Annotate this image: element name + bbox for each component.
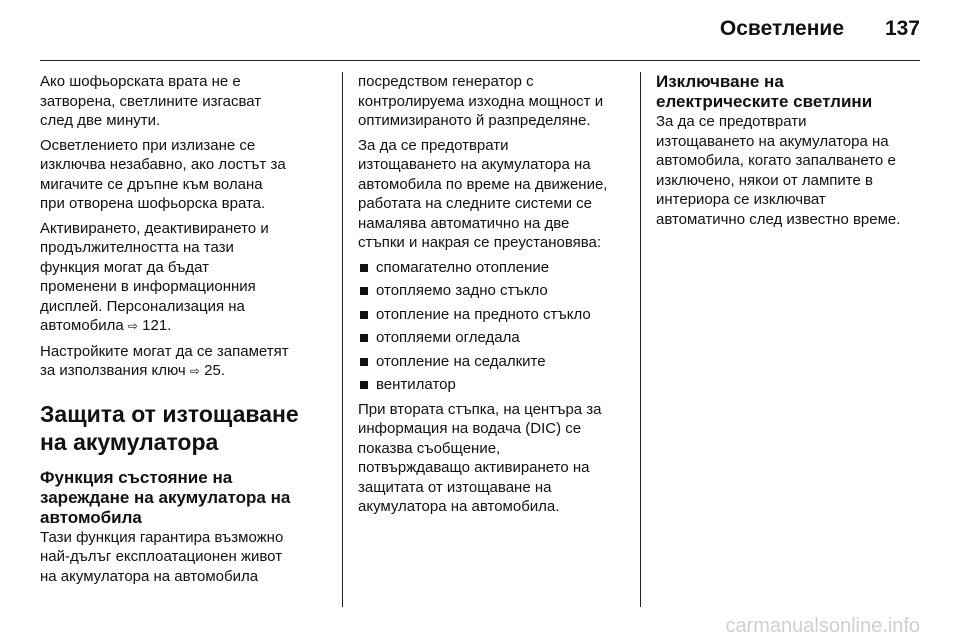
text-line: При втората стъпка, на центъра за bbox=[358, 400, 602, 418]
paragraph-load-reduction bbox=[358, 136, 628, 253]
text-line: автомобила, когато запалването е bbox=[656, 152, 896, 169]
systems-list bbox=[358, 258, 628, 395]
subsection-heading-charge-state bbox=[40, 468, 330, 528]
header-rule bbox=[40, 60, 920, 61]
text-line: дисплей. Персонализация на bbox=[40, 297, 245, 315]
list-item-label: вентилатор bbox=[376, 376, 456, 393]
text-line: на акумулатора на автомобила bbox=[40, 567, 259, 585]
square-bullet-icon bbox=[360, 311, 368, 319]
page-ref-arrow-icon: ⇨ bbox=[127, 319, 138, 333]
list-item-label: спомагателно отопление bbox=[376, 258, 550, 276]
paragraph-generator bbox=[358, 72, 628, 131]
list-item bbox=[358, 375, 628, 395]
text-line: продължителността на тази bbox=[40, 239, 234, 256]
heading-line: зареждане на акумулатора на bbox=[40, 487, 291, 507]
heading-line: на акумулатора bbox=[40, 428, 219, 455]
paragraph-courtesy-light-door bbox=[40, 72, 330, 131]
text-line: изключва незабавно, ако лостът за bbox=[40, 156, 286, 173]
text-fragment: автомобила bbox=[40, 317, 124, 334]
list-item bbox=[358, 258, 628, 278]
page-header-title: Осветление bbox=[719, 17, 844, 40]
text-line: посредством генератор с bbox=[358, 73, 534, 90]
text-line: защитата от изтощаване на bbox=[358, 478, 552, 496]
paragraph-personalization bbox=[40, 219, 330, 337]
text-line: функция могат да бъдат bbox=[40, 258, 209, 276]
text-line: Настройките могат да се запаметят bbox=[40, 342, 289, 360]
text-line: оптимизираното й разпределяне. bbox=[358, 112, 591, 129]
subsection-heading-lights-off bbox=[656, 72, 926, 112]
text-line: Тази функция гарантира възможно bbox=[40, 528, 284, 546]
text-line: потвърждаващо активирането на bbox=[358, 459, 590, 476]
page-reference-link[interactable]: 25. bbox=[204, 362, 225, 379]
column-3 bbox=[656, 72, 926, 234]
text-line-with-ref bbox=[40, 361, 330, 382]
paragraph-key-memory bbox=[40, 342, 330, 382]
list-item-label: отопление на предното стъкло bbox=[376, 305, 591, 323]
text-line: акумулатора на автомобила. bbox=[358, 498, 560, 515]
text-fragment: за използвания ключ bbox=[40, 362, 186, 379]
column-divider-2 bbox=[640, 72, 641, 607]
text-line: информация на водача (DIC) се bbox=[358, 420, 582, 437]
square-bullet-icon bbox=[360, 358, 368, 366]
text-line: автомобила по време на движение, bbox=[358, 175, 608, 193]
heading-line: електрическите светлини bbox=[656, 92, 873, 111]
text-line: показва съобщение, bbox=[358, 439, 501, 457]
square-bullet-icon bbox=[360, 381, 368, 389]
square-bullet-icon bbox=[360, 264, 368, 272]
square-bullet-icon bbox=[360, 334, 368, 342]
column-1 bbox=[40, 72, 330, 591]
text-line: променени в информационния bbox=[40, 278, 256, 295]
text-line: затворена, светлините изгасват bbox=[40, 92, 262, 110]
text-line: Осветлението при излизане се bbox=[40, 136, 256, 154]
list-item bbox=[358, 281, 628, 301]
text-line: За да се предотврати bbox=[358, 136, 509, 154]
square-bullet-icon bbox=[360, 287, 368, 295]
heading-line: автомобила bbox=[40, 507, 142, 527]
text-line: Ако шофьорската врата не е bbox=[40, 73, 241, 90]
list-item-label: отопляеми огледала bbox=[376, 329, 520, 346]
heading-line: Изключване на bbox=[656, 72, 784, 91]
text-line: изтощаването на акумулатора на bbox=[656, 132, 889, 150]
text-line-with-ref bbox=[40, 316, 330, 337]
list-item-label: отопление на седалките bbox=[376, 352, 546, 370]
text-line: За да се предотврати bbox=[656, 113, 807, 130]
text-line: изключено, някои от лампите в bbox=[656, 171, 873, 189]
column-divider-1 bbox=[342, 72, 343, 607]
text-line: след две минути. bbox=[40, 112, 161, 129]
text-line: мигачите се дръпне към волана bbox=[40, 175, 263, 193]
text-line: стъпки и накрая се преустановява: bbox=[358, 234, 602, 251]
watermark: carmanualsonline.info bbox=[725, 615, 920, 637]
heading-line: Функция състояние на bbox=[40, 467, 233, 487]
text-line: автоматично след известно време. bbox=[656, 210, 901, 228]
paragraph-interior-lights-off bbox=[656, 112, 926, 229]
list-item bbox=[358, 328, 628, 348]
page-number: 137 bbox=[884, 17, 920, 40]
section-heading-battery-protection bbox=[40, 400, 330, 456]
text-line: контролируема изходна мощност и bbox=[358, 92, 604, 110]
page-ref-arrow-icon: ⇨ bbox=[189, 364, 200, 378]
paragraph-exit-lighting-off bbox=[40, 136, 330, 214]
paragraph-dic-message bbox=[358, 400, 628, 517]
heading-line: Защита от изтощаване bbox=[40, 400, 299, 427]
text-line: изтощаването на акумулатора на bbox=[358, 156, 591, 173]
text-line: най-дълъг експлоатационен живот bbox=[40, 548, 283, 565]
paragraph-charge-state-intro bbox=[40, 528, 330, 587]
text-line: работата на следните системи се bbox=[358, 195, 593, 212]
text-line: Активирането, деактивирането и bbox=[40, 219, 269, 237]
page-reference-link[interactable]: 121. bbox=[142, 317, 172, 334]
list-item-label: отопляемо задно стъкло bbox=[376, 282, 548, 299]
list-item bbox=[358, 305, 628, 325]
text-line: при отворена шофьорска врата. bbox=[40, 195, 266, 212]
text-line: намалява автоматично на две bbox=[358, 214, 570, 232]
text-line: интериора се изключват bbox=[656, 191, 826, 208]
column-2 bbox=[358, 72, 628, 522]
list-item bbox=[358, 352, 628, 372]
